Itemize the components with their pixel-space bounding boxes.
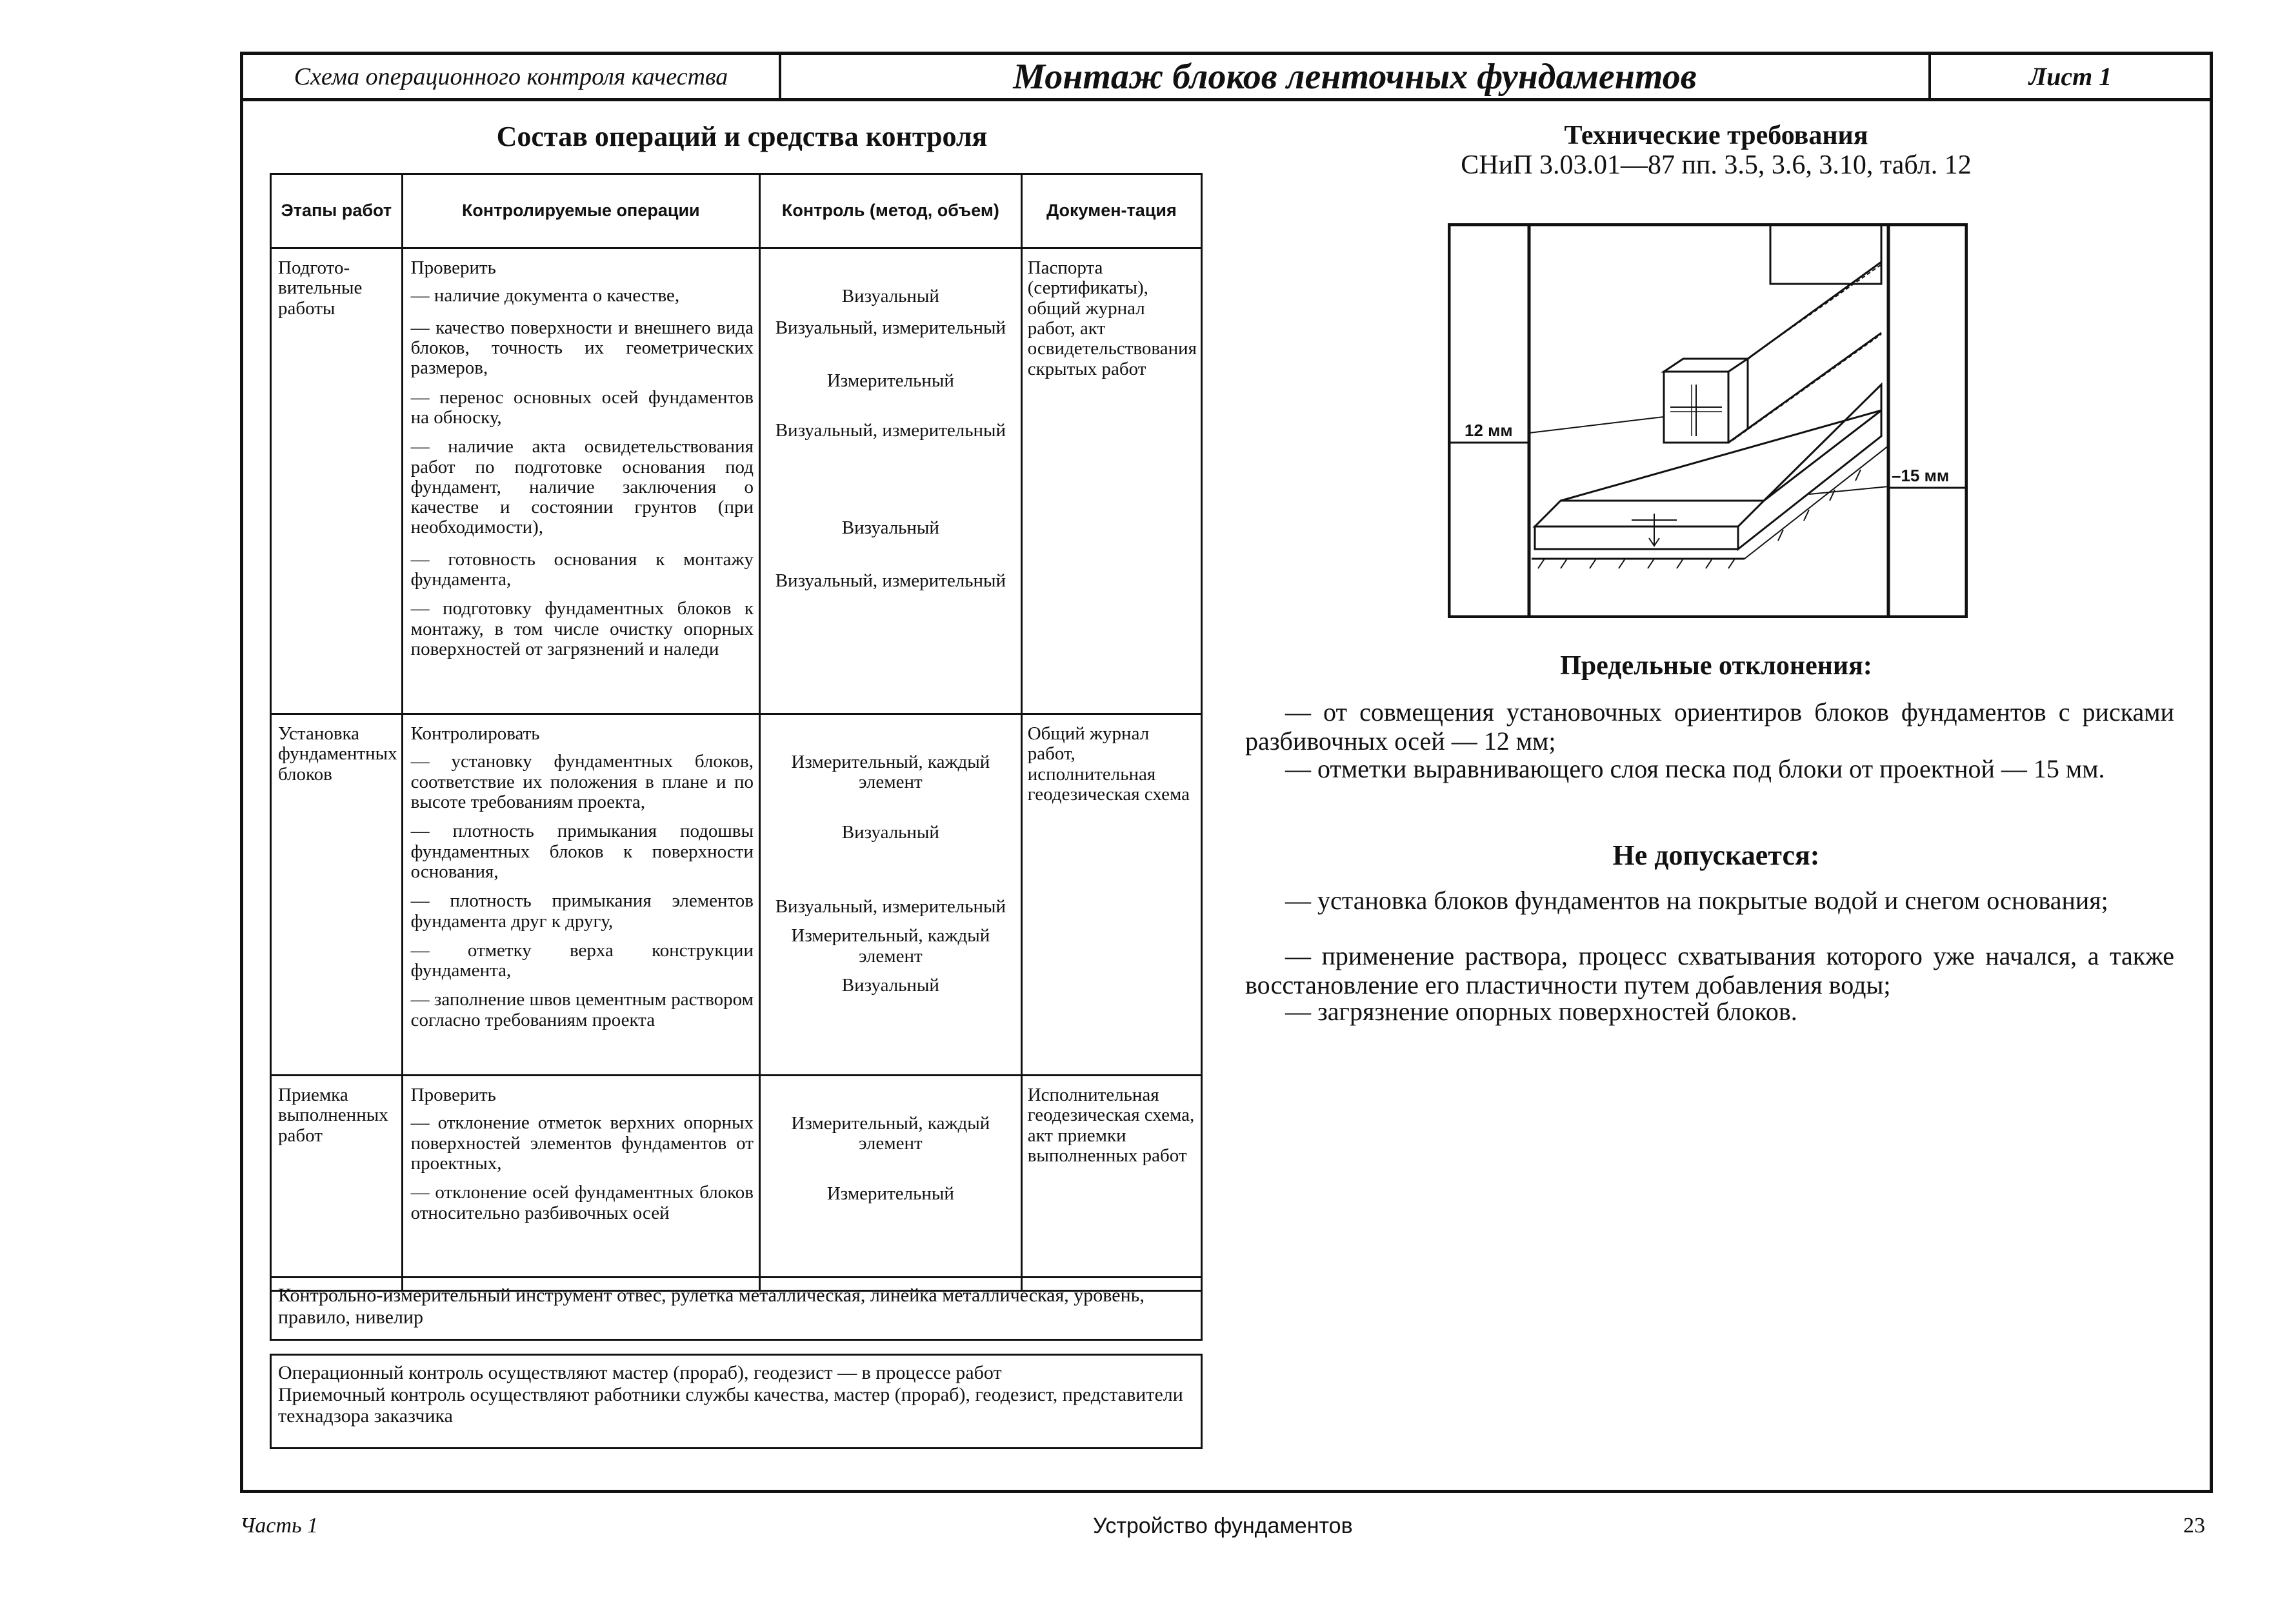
operation-item: — подготовку фундаментных блоков к монтажу, в том числе очистку опорных поверхностей от загрязнений и наледи xyxy=(410,598,754,659)
document-title: Монтаж блоков ленточных фундаментов xyxy=(781,55,1931,98)
control-method: Визуальный xyxy=(841,821,939,843)
control-method: Визуальный, измерительный xyxy=(775,317,1006,339)
table-row xyxy=(271,714,1202,1076)
footer-part: Часть 1 xyxy=(240,1514,319,1538)
operation-item: — наличие акта освидетельствования работ по подготовке основания под фундамент, наличие заключения о качестве и состоянии грунтов (при необходимости), xyxy=(410,436,754,538)
operation-item: — наличие документа о качестве, xyxy=(410,285,680,306)
tech-requirements-title: Технические требования xyxy=(1564,121,1868,150)
operations-cell xyxy=(402,714,759,1076)
control-cell xyxy=(759,1076,1021,1291)
operation-item: — отклонение отметок верхних опорных поверхностей элементов фундаментов от проектных, xyxy=(410,1112,754,1174)
prohibited-item: — применение раствора, процесс схватывания которого уже начался, а также восстановление его пластичности путем добавления воды; xyxy=(1245,941,2174,999)
table-row xyxy=(271,248,1202,714)
control-cell xyxy=(759,714,1021,1076)
prohibited-item: — установка блоков фундаментов на покрытые водой и снегом основания; xyxy=(1285,886,2108,915)
control-method: Измерительный xyxy=(826,1183,954,1204)
control-method: Визуальный xyxy=(841,286,939,306)
stage-cell: Приемка выполненных работ xyxy=(271,1076,403,1291)
control-method: Визуальный xyxy=(841,517,939,539)
operation-item: — перенос основных осей фундаментов на обноску, xyxy=(410,386,754,428)
dimension-label-12mm: 12 мм xyxy=(1465,421,1513,440)
documentation-cell: Паспорта (сертификаты), общий журнал работ, акт освидетельствования скрытых работ xyxy=(1021,248,1201,714)
control-method: Визуальный, измерительный xyxy=(775,570,1006,591)
operations-intro: Проверить xyxy=(410,1085,496,1105)
operations-intro: Контролировать xyxy=(410,723,540,744)
limit-deviation-item: — от совмещения установочных ориентиров блоков фундаментов с рисками разбивочных осей — 12 мм; xyxy=(1245,697,2174,756)
control-note xyxy=(270,1354,1203,1449)
column-header-control: Контроль (метод, объем) xyxy=(759,174,1021,248)
table-header-row xyxy=(271,174,1202,248)
control-method: Измерительный, каждый элемент xyxy=(791,1113,990,1154)
operation-item: — качество поверхности и внешнего вида блоков, точность их геометрических размеров, xyxy=(410,317,754,379)
instrument-note: Контрольно-измерительный инструмент отвес, рулетка металлическая, линейка металлическая, уровень, правило, нивелир xyxy=(270,1276,1203,1341)
foundation-block-drawing xyxy=(1448,223,1968,618)
operations-cell xyxy=(402,248,759,714)
sheet-number: Лист 1 xyxy=(2028,62,2112,91)
limit-deviations-title: Предельные отклонения: xyxy=(1560,651,1872,681)
operations-cell xyxy=(402,1076,759,1291)
operation-item: — отметку верха конструкции фундамента, xyxy=(410,939,754,981)
control-method: Визуальный, измерительный xyxy=(775,419,1006,441)
title-block xyxy=(243,55,2210,101)
control-method: Измерительный, каждый элемент xyxy=(791,925,990,967)
prohibited-item: — загрязнение опорных поверхностей блоков. xyxy=(1285,997,1797,1026)
control-cell xyxy=(759,248,1021,714)
control-method: Измерительный, каждый элемент xyxy=(791,752,990,793)
operation-item: — отклонение осей фундаментных блоков относительно разбивочных осей xyxy=(410,1182,754,1223)
control-note-line: Приемочный контроль осуществляют работники службы качества, мастер (прораб), геодезист, представители технадзора заказчика xyxy=(278,1383,1183,1427)
operations-intro: Проверить xyxy=(410,257,496,278)
column-header-stage: Этапы работ xyxy=(271,174,403,248)
operations-title: Состав операций и средства контроля xyxy=(496,121,988,152)
control-method: Визуальный xyxy=(841,974,939,996)
operation-item: — плотность примыкания подошвы фундаментных блоков к поверхности основания, xyxy=(410,821,754,882)
operation-item: — заполнение швов цементным раствором согласно требованиям проекта xyxy=(410,989,754,1030)
stage-cell: Установка фундаментных блоков xyxy=(271,714,403,1076)
documentation-cell: Исполнительная геодезическая схема, акт приемки выполненных работ xyxy=(1021,1076,1201,1291)
documentation-cell: Общий журнал работ, исполнительная геодезическая схема xyxy=(1021,714,1201,1076)
control-method: Визуальный, измерительный xyxy=(775,896,1006,917)
dimension-label-minus15mm: –15 мм xyxy=(1892,466,1950,485)
column-header-documentation: Докумен-тация xyxy=(1021,174,1201,248)
scheme-type-label: Схема операционного контроля качества xyxy=(243,55,781,98)
operation-item: — готовность основания к монтажу фундамента, xyxy=(410,548,754,590)
control-method: Измерительный xyxy=(826,370,954,391)
operation-item: — плотность примыкания элементов фундамента друг к другу, xyxy=(410,890,754,932)
stage-cell: Подгото-вительные работы xyxy=(271,248,403,714)
column-header-operations: Контролируемые операции xyxy=(402,174,759,248)
prohibited-title: Не допускается: xyxy=(1612,839,1820,871)
tech-requirements-reference: СНиП 3.03.01—87 пп. 3.5, 3.6, 3.10, табл. 12 xyxy=(1461,150,1972,180)
operation-item: — установку фундаментных блоков, соответствие их положения в плане и по высоте требованиям проекта, xyxy=(410,751,754,812)
control-note-line: Операционный контроль осуществляют мастер (прораб), геодезист — в процессе работ xyxy=(278,1362,1002,1383)
table-row xyxy=(271,1076,1202,1291)
page-number: 23 xyxy=(2183,1514,2205,1538)
operations-table xyxy=(270,173,1203,1292)
footer-section: Устройство фундаментов xyxy=(1093,1514,1353,1538)
limit-deviation-item: — отметки выравнивающего слоя песка под блоки от проектной — 15 мм. xyxy=(1285,754,2105,783)
